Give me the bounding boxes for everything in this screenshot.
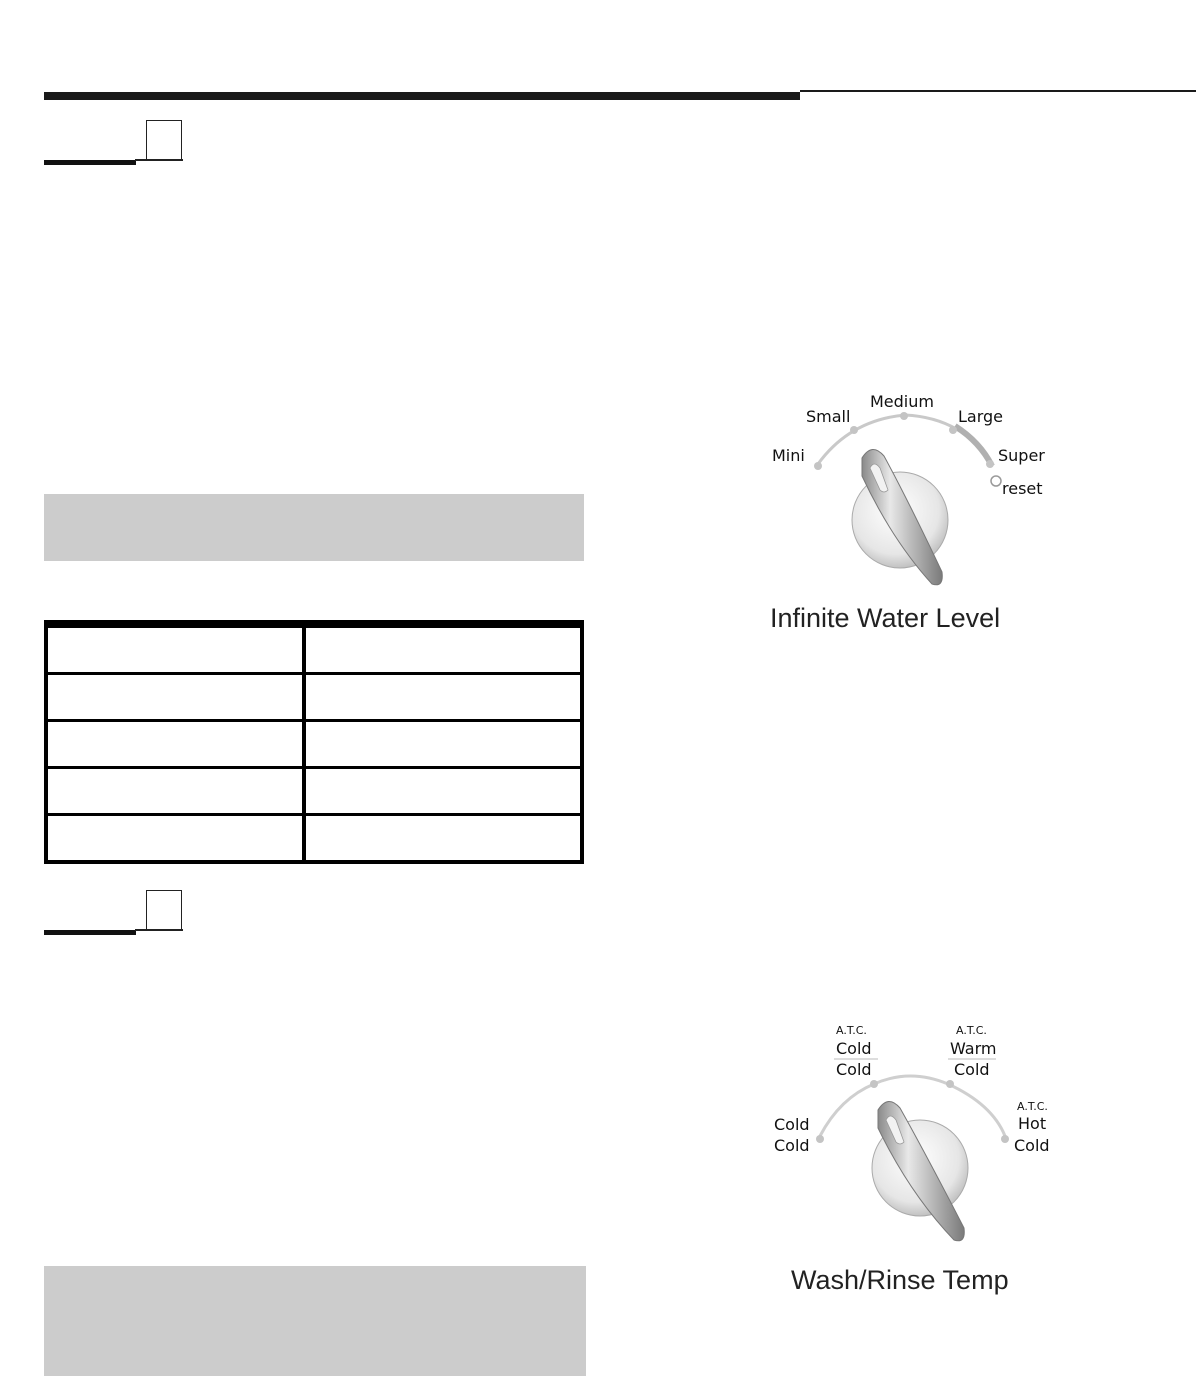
temp-rinse-label: Cold xyxy=(1014,1136,1050,1155)
table-cell xyxy=(48,722,306,769)
setting-dot xyxy=(816,1135,824,1143)
note-panel-2 xyxy=(44,1266,586,1376)
section-1-underline xyxy=(44,160,136,165)
water-level-setting-label: Super xyxy=(998,446,1045,465)
table-cell xyxy=(306,722,580,769)
water-level-dial-title: Infinite Water Level xyxy=(770,603,1001,633)
water-level-setting-label: Small xyxy=(806,407,851,426)
wash-rinse-temp-dial[interactable] xyxy=(760,1018,1070,1248)
table-cell xyxy=(306,675,580,722)
note-panel-1 xyxy=(44,494,584,561)
section-2-step-box xyxy=(146,890,182,930)
wash-rinse-temp-dial-title: Wash/Rinse Temp xyxy=(791,1265,1009,1295)
section-1-step-box xyxy=(146,120,182,160)
setting-dot xyxy=(900,412,908,420)
reset-ring xyxy=(991,476,1001,486)
setting-dot xyxy=(870,1080,878,1088)
header-rule-thick xyxy=(44,92,800,100)
setting-dot xyxy=(850,426,858,434)
temp-wash-label: Cold xyxy=(774,1115,810,1134)
temp-atc-label: A.T.C. xyxy=(956,1024,987,1037)
setting-dot xyxy=(949,426,957,434)
table-cell xyxy=(48,628,306,675)
water-level-setting-label: Mini xyxy=(772,446,805,465)
setting-dot xyxy=(986,460,994,468)
section-2-underline xyxy=(44,930,136,935)
temp-rinse-label: Cold xyxy=(836,1060,872,1079)
setting-dot xyxy=(1001,1135,1009,1143)
water-level-setting-label: Large xyxy=(958,407,1004,426)
table-cell xyxy=(48,769,306,816)
setting-dot xyxy=(946,1080,954,1088)
table-cell xyxy=(48,675,306,722)
temp-rinse-label: Cold xyxy=(774,1136,810,1155)
setting-dot xyxy=(814,462,822,470)
table-cell xyxy=(306,628,580,675)
temp-wash-label: Hot xyxy=(1018,1114,1047,1133)
header-rule-thin xyxy=(800,90,1196,92)
temp-rinse-label: Cold xyxy=(954,1060,990,1079)
water-level-reset-label: reset xyxy=(1002,479,1043,498)
table-cell xyxy=(48,816,306,860)
temp-wash-label: Cold xyxy=(836,1039,872,1058)
water-level-dial[interactable] xyxy=(760,380,1060,600)
table-cell xyxy=(306,816,580,860)
table-cell xyxy=(306,769,580,816)
temp-atc-label: A.T.C. xyxy=(1017,1100,1048,1113)
water-level-table xyxy=(44,620,584,864)
temp-atc-label: A.T.C. xyxy=(836,1024,867,1037)
water-level-setting-label: Medium xyxy=(870,392,934,411)
temp-wash-label: Warm xyxy=(950,1039,997,1058)
